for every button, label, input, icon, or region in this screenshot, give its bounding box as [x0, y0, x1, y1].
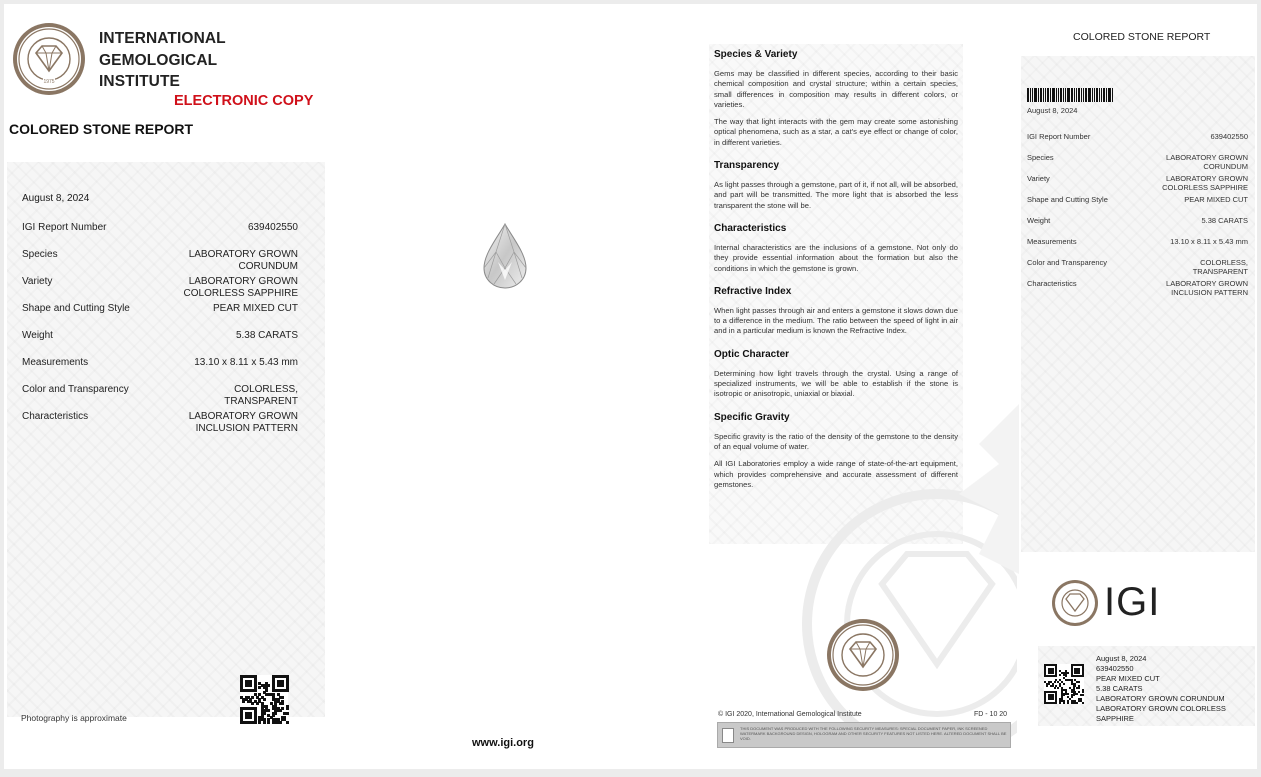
barcode-bar	[1076, 88, 1077, 102]
qr-module	[286, 712, 289, 715]
stub-row-value-line: LABORATORY GROWN	[1166, 174, 1248, 183]
igi-logo-text: IGI	[1104, 580, 1161, 624]
stub-row-value-line: COLORLESS,	[1200, 258, 1248, 267]
qr-module	[1078, 691, 1080, 693]
barcode-bar	[1088, 88, 1091, 102]
report-row	[22, 330, 298, 354]
stub-row-label: Weight	[1027, 216, 1051, 225]
qr-module	[267, 709, 270, 712]
report-row	[22, 249, 298, 273]
qr-module	[1059, 674, 1061, 676]
report-row-value-line: 639402550	[247, 222, 298, 233]
report-row-value-line: LABORATORY GROWN	[188, 276, 298, 287]
photo-note: Photography is approximate	[21, 713, 127, 723]
institute-name-line: INTERNATIONAL	[99, 30, 226, 47]
info-paragraph: When light passes through air and enters a gemstone it slows down due to a difference in the medium. The ratio between the speed of light in air and in a particular medium is known the Refractive Index.	[714, 305, 958, 336]
barcode-bar	[1112, 88, 1113, 102]
info-section	[714, 349, 958, 400]
stub-row-label: IGI Report Number	[1027, 132, 1091, 141]
report-row-value	[236, 330, 298, 342]
form-code: FD - 10 20	[974, 711, 1008, 718]
stub-watermark-panel	[1021, 56, 1255, 552]
institute-name	[99, 28, 226, 93]
security-box	[717, 722, 1011, 748]
barcode-bar	[1043, 88, 1044, 102]
info-section	[714, 412, 958, 490]
stub-summary-line: August 8, 2024	[1096, 654, 1147, 663]
report-row-value-line: COLORLESS,	[234, 384, 298, 395]
stub-row-value-line: 13.10 x 8.11 x 5.43 mm	[1170, 237, 1248, 246]
stub-row-label: Species	[1027, 153, 1054, 162]
info-paragraph: Specific gravity is the ratio of the density of the gemstone to the density of an equal volume of water.	[714, 431, 958, 451]
stub-summary-line: LABORATORY GROWN COLORLESS	[1096, 704, 1226, 713]
report-row-label: Measurements	[22, 357, 89, 368]
barcode-bar	[1096, 88, 1098, 102]
stub-row	[1027, 174, 1248, 193]
stub-row-value	[1166, 153, 1248, 171]
stub-row-value-line: 639402550	[1210, 132, 1248, 141]
qr-module	[1076, 702, 1078, 704]
barcode-bar	[1081, 88, 1082, 102]
info-heading: Characteristics	[714, 222, 787, 234]
qr-module	[281, 684, 284, 687]
barcode-bar	[1108, 88, 1111, 102]
stub-row	[1027, 216, 1248, 235]
stub-row	[1027, 132, 1248, 151]
qr-module	[1082, 691, 1084, 693]
report-row-label: Weight	[22, 330, 53, 341]
info-heading: Optic Character	[714, 348, 790, 360]
stub-summary-line: 5.38 CARATS	[1096, 684, 1143, 693]
qr-module	[1076, 693, 1078, 695]
qr-module	[1071, 696, 1073, 698]
report-row-label: Variety	[22, 276, 53, 287]
stub-row	[1027, 258, 1248, 277]
info-section	[714, 286, 958, 337]
info-section	[714, 223, 958, 274]
barcode-bar	[1052, 88, 1055, 102]
stub-row-value-line: TRANSPARENT	[1192, 267, 1248, 276]
stub-row-label: Color and Transparency	[1027, 258, 1108, 267]
barcode-bar	[1034, 88, 1037, 102]
electronic-copy-label: ELECTRONIC COPY	[174, 93, 314, 109]
stub-qr-code[interactable]	[1044, 664, 1084, 704]
barcode-bar	[1092, 88, 1093, 102]
stub-row-value	[1162, 174, 1248, 192]
info-heading: Refractive Index	[714, 285, 792, 297]
barcode-bar	[1101, 88, 1102, 102]
report-row-value	[184, 276, 298, 299]
report-row-value-line: COLORLESS SAPPHIRE	[183, 287, 298, 299]
qr-code[interactable]	[240, 675, 288, 723]
stub-row-value-line: 5.38 CARATS	[1201, 216, 1248, 225]
stub-row-value	[1170, 237, 1248, 246]
security-text: THIS DOCUMENT WAS PRODUCED WITH THE FOLLOWING SECURITY MEASURES: SPECIAL DOCUMENT PAPER, INK SCREENED WATERMARK BACKGROUND DESIGN, HOLOGRAM AND OTHER SECURITY FEATURES NOT LISTED HERE. ALTERED DOCUMENT SHALL BE VOID.	[740, 726, 1007, 741]
stub-summary-line: SAPPHIRE	[1096, 714, 1134, 723]
report-row-label: Species	[22, 249, 58, 260]
report-row-value-line: LABORATORY GROWN	[188, 411, 298, 422]
barcode-bar	[1071, 88, 1073, 102]
stub-row-value-line: LABORATORY GROWN	[1166, 153, 1248, 162]
barcode-bar	[1058, 88, 1059, 102]
qr-module	[1082, 694, 1084, 696]
barcode-bar	[1045, 88, 1046, 102]
report-row-value	[248, 222, 298, 234]
stub-row-value	[1166, 279, 1248, 297]
qr-module	[1078, 681, 1080, 683]
stub-row-value-line: LABORATORY GROWN	[1166, 279, 1248, 288]
qr-module	[1046, 685, 1048, 687]
qr-module	[263, 721, 266, 724]
qr-module	[265, 689, 268, 692]
qr-module	[1052, 672, 1054, 674]
qr-module	[267, 684, 270, 687]
copyright-text: © IGI 2020, International Gemological Institute	[718, 711, 862, 718]
barcode	[1027, 88, 1114, 102]
qr-module	[1059, 702, 1061, 704]
stub-row-label: Shape and Cutting Style	[1027, 195, 1108, 204]
seal-year: 1975	[43, 79, 55, 85]
stub-summary	[1096, 654, 1226, 724]
info-paragraph: Internal characteristics are the inclusions of a gemstone. Not only do they provide essential information about the formation but also the conditions in which the gemstone is grown.	[714, 242, 958, 273]
barcode-bar	[1078, 88, 1080, 102]
report-row	[22, 303, 298, 327]
qr-module	[1073, 694, 1075, 696]
qr-module	[286, 721, 289, 724]
info-section	[714, 160, 958, 211]
stub-row-value	[1210, 132, 1248, 141]
qr-module	[286, 707, 289, 710]
qr-module	[281, 696, 284, 699]
stub-row-value	[1184, 195, 1248, 204]
website-link[interactable]: www.igi.org	[472, 737, 534, 749]
report-row-value-line: CORUNDUM	[238, 260, 298, 272]
stub-summary-line: LABORATORY GROWN CORUNDUM	[1096, 694, 1225, 703]
qr-module	[254, 721, 257, 724]
report-row-value	[224, 384, 298, 407]
barcode-bar	[1040, 88, 1042, 102]
report-row-value-line: 13.10 x 8.11 x 5.43 mm	[194, 357, 298, 368]
stub-row-label: Measurements	[1027, 237, 1077, 246]
report-row-label: Color and Transparency	[22, 384, 129, 395]
info-paragraph: All IGI Laboratories employ a wide range of state-of-the-art equipment, which provides comprehensive and accurate assessment of different gemstones.	[714, 459, 958, 489]
report-row-value-line: 5.38 CARATS	[235, 330, 298, 341]
qr-module	[281, 707, 284, 710]
qr-module	[1055, 702, 1057, 704]
stub-row-label: Characteristics	[1027, 279, 1077, 288]
qr-module	[1067, 702, 1069, 704]
stub-row	[1027, 153, 1248, 172]
stub-row-label: Variety	[1027, 174, 1050, 183]
qr-module	[1063, 683, 1065, 685]
report-title: COLORED STONE REPORT	[9, 121, 194, 137]
stub-title: COLORED STONE REPORT	[1073, 31, 1211, 43]
security-icon	[722, 728, 734, 743]
info-heading: Specific Gravity	[714, 411, 790, 423]
qr-module	[1054, 687, 1056, 689]
institute-name-line: INSTITUTE	[99, 73, 180, 90]
info-paragraph: Determining how light travels through the crystal. Using a range of specialized instruments, we will be able to establish if the stone is isotropic or anisotropic, uniaxial or biaxial.	[714, 368, 958, 399]
info-paragraph: As light passes through a gemstone, part of it, if not all, will be absorbed, and part will be transmitted. The more light that is absorbed the less transparent the stone will be.	[714, 180, 958, 210]
report-row-value-line: PEAR MIXED CUT	[212, 303, 298, 314]
stub-row-value-line: COLORLESS SAPPHIRE	[1162, 183, 1248, 192]
stub-row	[1027, 279, 1248, 298]
qr-module	[1082, 702, 1084, 704]
stub-row-value	[1193, 258, 1248, 276]
barcode-bar	[1083, 88, 1084, 102]
barcode-bar	[1030, 88, 1031, 102]
report-page	[4, 4, 1257, 769]
igi-logo-icon	[1051, 579, 1099, 627]
stub-row	[1027, 237, 1248, 256]
stub-row-value-line: INCLUSION PATTERN	[1171, 288, 1248, 297]
barcode-bar	[1032, 88, 1033, 102]
barcode-bar	[1060, 88, 1062, 102]
qr-module	[1063, 702, 1065, 704]
report-row-value	[213, 303, 298, 315]
qr-module	[1082, 675, 1084, 677]
stub-summary-line: 639402550	[1096, 664, 1134, 673]
report-row	[22, 222, 298, 246]
qr-module	[281, 702, 284, 705]
igi-seal-logo	[12, 22, 86, 96]
report-row-value-line: TRANSPARENT	[224, 395, 298, 407]
report-row-label: Characteristics	[22, 411, 89, 422]
qr-module	[249, 716, 252, 719]
info-paragraph: The way that light interacts with the gem may create some astonishing optical phenomena, such as a star, a cat's eye effect or change of color, in different varieties.	[714, 117, 958, 147]
report-row-value-line: INCLUSION PATTERN	[195, 422, 298, 434]
report-row	[22, 276, 298, 300]
qr-module	[1078, 672, 1080, 674]
barcode-bar	[1038, 88, 1039, 102]
stub-date: August 8, 2024	[1027, 106, 1078, 115]
barcode-bar	[1047, 88, 1049, 102]
info-sections	[714, 49, 958, 502]
barcode-bar	[1106, 88, 1107, 102]
report-row-value	[194, 357, 298, 369]
barcode-bar	[1099, 88, 1100, 102]
barcode-bar	[1074, 88, 1075, 102]
qr-module	[1052, 698, 1054, 700]
qr-module	[1054, 681, 1056, 683]
maple-leaf-watermark	[959, 404, 1019, 574]
igi-seal-small	[826, 618, 900, 692]
barcode-bar	[1067, 88, 1070, 102]
info-heading: Transparency	[714, 160, 780, 172]
report-row-value	[189, 249, 298, 272]
report-row	[22, 411, 298, 435]
report-row-value	[189, 411, 298, 434]
info-paragraph: Gems may be classified in different species, according to their basic chemical composition and crystal structure; within a certain species, small differences in composition may results in different colors, or varieties.	[714, 69, 958, 109]
qr-module	[263, 698, 266, 701]
stub-row-value-line: CORUNDUM	[1203, 162, 1248, 171]
report-row-label: IGI Report Number	[22, 222, 107, 233]
stub-summary-line: PEAR MIXED CUT	[1096, 674, 1160, 683]
qr-module	[1063, 694, 1065, 696]
qr-module	[1057, 687, 1059, 689]
info-heading: Species & Variety	[714, 49, 798, 60]
gemstone-photo	[482, 222, 528, 290]
report-row-value-line: LABORATORY GROWN	[188, 249, 298, 260]
barcode-bar	[1065, 88, 1066, 102]
barcode-bar	[1050, 88, 1051, 102]
barcode-bar	[1094, 88, 1095, 102]
qr-module	[1065, 675, 1067, 677]
stub-row	[1027, 195, 1248, 214]
barcode-bar	[1027, 88, 1029, 102]
barcode-bar	[1085, 88, 1087, 102]
qr-module	[254, 689, 257, 692]
info-section	[714, 49, 958, 148]
report-row	[22, 384, 298, 408]
qr-module	[286, 689, 289, 692]
qr-module	[249, 684, 252, 687]
stub-row-value-line: PEAR MIXED CUT	[1184, 195, 1248, 204]
qr-module	[1055, 675, 1057, 677]
qr-module	[1078, 687, 1080, 689]
report-date: August 8, 2024	[22, 193, 90, 204]
qr-module	[1067, 672, 1069, 674]
barcode-bar	[1063, 88, 1064, 102]
stub-row-value	[1201, 216, 1248, 225]
barcode-bar	[1056, 88, 1057, 102]
institute-name-line: GEMOLOGICAL	[99, 51, 218, 69]
report-row-label: Shape and Cutting Style	[22, 303, 130, 314]
qr-module	[1067, 693, 1069, 695]
qr-module	[267, 721, 270, 724]
report-row	[22, 357, 298, 381]
barcode-bar	[1103, 88, 1105, 102]
